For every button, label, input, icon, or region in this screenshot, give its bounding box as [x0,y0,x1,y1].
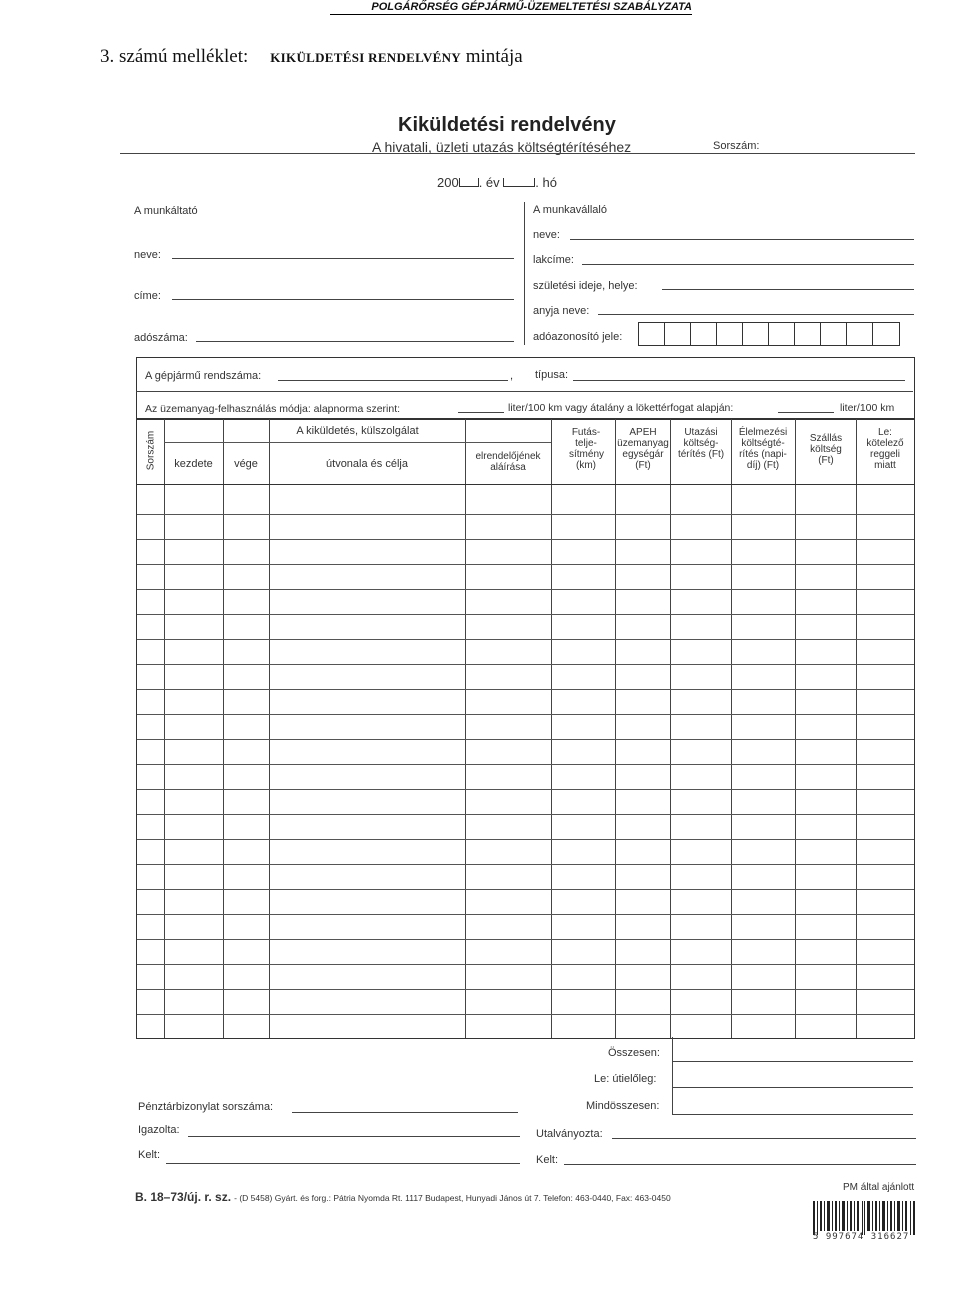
fuel-flat-line [778,412,834,413]
fuel-norm-line [458,412,504,413]
col-header-szallas: Szállás költség (Ft) [809,433,843,466]
form-code: B. 18–73/új. r. sz. [135,1190,232,1204]
employee-taxid-label: adóazonosító jele: [533,331,623,343]
kelt-right-label: Kelt: [536,1154,559,1166]
summary-line-2 [672,1087,913,1088]
barcode-number: 5 997674 316627 [813,1232,910,1242]
attachment-number: 3. számú melléklet: [100,46,249,67]
kelt-left-label: Kelt: [138,1149,161,1161]
col-header-le: Le: kötelező reggeli miatt [866,427,904,471]
date-ho: . hó [535,175,557,190]
employee-mother-line [598,314,914,315]
employee-name-line [570,239,914,240]
col-header-alairas: elrendelőjének aláírása [475,451,541,473]
utalvanyozta-line [612,1138,916,1139]
employee-birth-label: születési ideje, helye: [533,280,638,292]
employer-address-line [172,299,514,300]
igazolta-label: Igazolta: [138,1124,180,1136]
employee-address-label: lakcíme: [533,254,574,266]
employee-address-line [582,264,914,265]
vehicle-plate-line [278,380,508,381]
employer-heading: A munkáltató [134,205,198,217]
month-box [503,178,535,187]
vehicle-type-line [573,380,905,381]
employer-address-label: címe: [134,290,161,302]
employer-name-line [172,258,514,259]
kelt-left-line [166,1163,520,1164]
utalvanyozta-label: Utalványozta: [536,1128,603,1140]
col-header-kezdete: kezdete [174,458,213,470]
attachment-title-rest: mintája [465,46,523,67]
recommended-label: PM által ajánlott [843,1182,915,1193]
summary-divider [672,1037,673,1115]
penztar-line [292,1112,518,1113]
col-header-futas: Futás-telje-sítmény (km) [569,427,605,471]
penztar-label: Pénztárbizonylat sorszáma: [138,1101,274,1113]
form-footer [135,1190,671,1204]
col-header-utvonal: útvonala és célja [326,458,408,470]
employee-name-label: neve: [533,229,560,241]
summary-osszesen: Összesen: [608,1047,660,1059]
col-header-apeh: APEH üzemanyag egységár (Ft) [617,427,669,471]
col-header-sorszam: Sorszám [145,430,157,471]
document-header: POLGÁRŐRSÉG GÉPJÁRMŰ-ÜZEMELTETÉSI SZABÁLYZATA [330,1,692,15]
summary-mindosszesen: Mindösszesen: [586,1100,660,1112]
employer-name-label: neve: [134,249,161,261]
col-header-utazasi: Utazási költség-térítés (Ft) [677,427,725,460]
vehicle-type-label: típusa: [535,369,569,381]
taxid-boxes [638,322,900,346]
expense-table [136,418,915,1039]
summary-line-1 [672,1061,913,1062]
party-divider [524,202,525,345]
printer-info: - (D 5458) Gyárt. és forg.: Pátria Nyomda Rt. 1117 Budapest, Hunyadi János út 7. Telefon: 463-0440, Fax: 463-0450 [234,1193,671,1203]
form-subtitle: A hivatali, üzleti utazás költségtérítéséhez [372,139,632,155]
employee-birth-line [662,289,914,290]
fuel-label: Az üzemanyag-felhasználás módja: alapnorma szerint: [145,403,401,415]
igazolta-line [188,1136,520,1137]
sorszam-label: Sorszám: [713,140,760,152]
summary-le-utieloleg: Le: útielőleg: [594,1073,657,1085]
employee-mother-label: anyja neve: [533,305,590,317]
col-header-elelmezesi: Élelmezési költségté-rítés (napi-díj) (Ft) [738,427,788,471]
date-prefix: 200 [437,175,459,190]
attachment-title [100,46,523,68]
fuel-mid-label: liter/100 km vagy átalány a lökettérfogat alapján: [508,402,734,414]
fuel-unit-label: liter/100 km [840,402,895,414]
form-title: Kiküldetési rendelvény [398,114,616,136]
title-rule [120,153,915,154]
vehicle-plate-label: A gépjármű rendszáma: [145,370,262,382]
summary-line-3 [672,1114,913,1115]
date-row [437,175,557,190]
employer-tax-line [196,341,514,342]
employee-heading: A munkavállaló [533,204,607,216]
kelt-right-line [564,1164,916,1165]
col-header-vege: vége [234,458,258,470]
year-box [459,178,479,187]
employer-tax-label: adószáma: [134,332,188,344]
col-group-header: A kiküldetés, külszolgálat [296,425,419,437]
date-ev: . év [478,175,500,190]
vehicle-comma: , [510,370,514,382]
vehicle-divider [136,391,913,392]
attachment-title-caps: KIKÜLDETÉSI RENDELVÉNY [270,50,461,65]
